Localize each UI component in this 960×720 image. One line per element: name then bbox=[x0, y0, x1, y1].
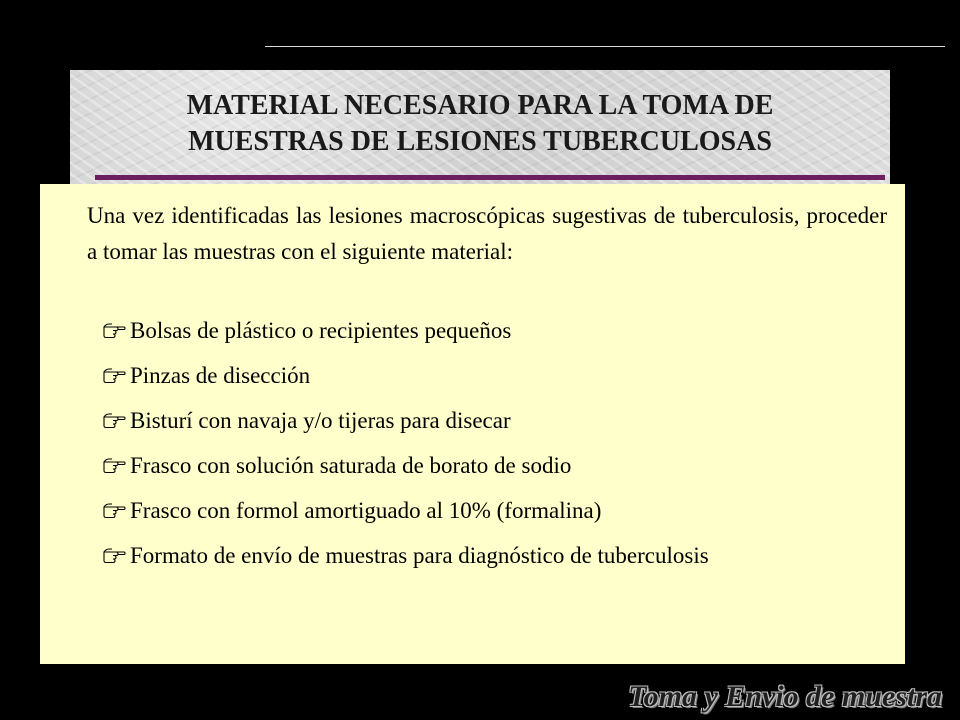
pointing-hand-icon bbox=[102, 547, 126, 565]
material-list bbox=[102, 316, 882, 586]
title-underline bbox=[95, 175, 885, 180]
slide-title-line-2: MUESTRAS DE LESIONES TUBERCULOSAS bbox=[188, 126, 772, 157]
list-item-label: Formato de envío de muestras para diagnóstico de tuberculosis bbox=[130, 543, 709, 568]
list-item-label: Bolsas de plástico o recipientes pequeños bbox=[130, 318, 512, 343]
pointing-hand-icon bbox=[102, 367, 126, 385]
intro-paragraph: Una vez identificadas las lesiones macroscópicas sugestivas de tuberculosis, proceder a tomar las muestras con el siguiente material: bbox=[87, 203, 887, 264]
list-item bbox=[102, 496, 882, 526]
pointing-hand-icon bbox=[102, 412, 126, 430]
list-item-label: Frasco con solución saturada de borato de sodio bbox=[130, 453, 572, 478]
pointing-hand-icon bbox=[102, 322, 126, 340]
list-item bbox=[102, 451, 882, 481]
pointing-hand-icon bbox=[102, 457, 126, 475]
list-item-label: Pinzas de disección bbox=[130, 363, 311, 388]
top-divider bbox=[265, 46, 945, 47]
footer-title: Toma y Envio de muestra bbox=[628, 680, 942, 713]
content-panel bbox=[40, 184, 905, 664]
list-item-label: Bisturí con navaja y/o tijeras para disecar bbox=[130, 408, 511, 433]
slide-title-line-1: MATERIAL NECESARIO PARA LA TOMA DE bbox=[186, 90, 774, 121]
slide-title bbox=[70, 88, 890, 160]
list-item bbox=[102, 406, 882, 436]
list-item bbox=[102, 316, 882, 346]
pointing-hand-icon bbox=[102, 502, 126, 520]
title-panel bbox=[70, 70, 890, 186]
list-item bbox=[102, 361, 882, 391]
list-item bbox=[102, 541, 882, 571]
list-item-label: Frasco con formol amortiguado al 10% (formalina) bbox=[130, 498, 602, 523]
